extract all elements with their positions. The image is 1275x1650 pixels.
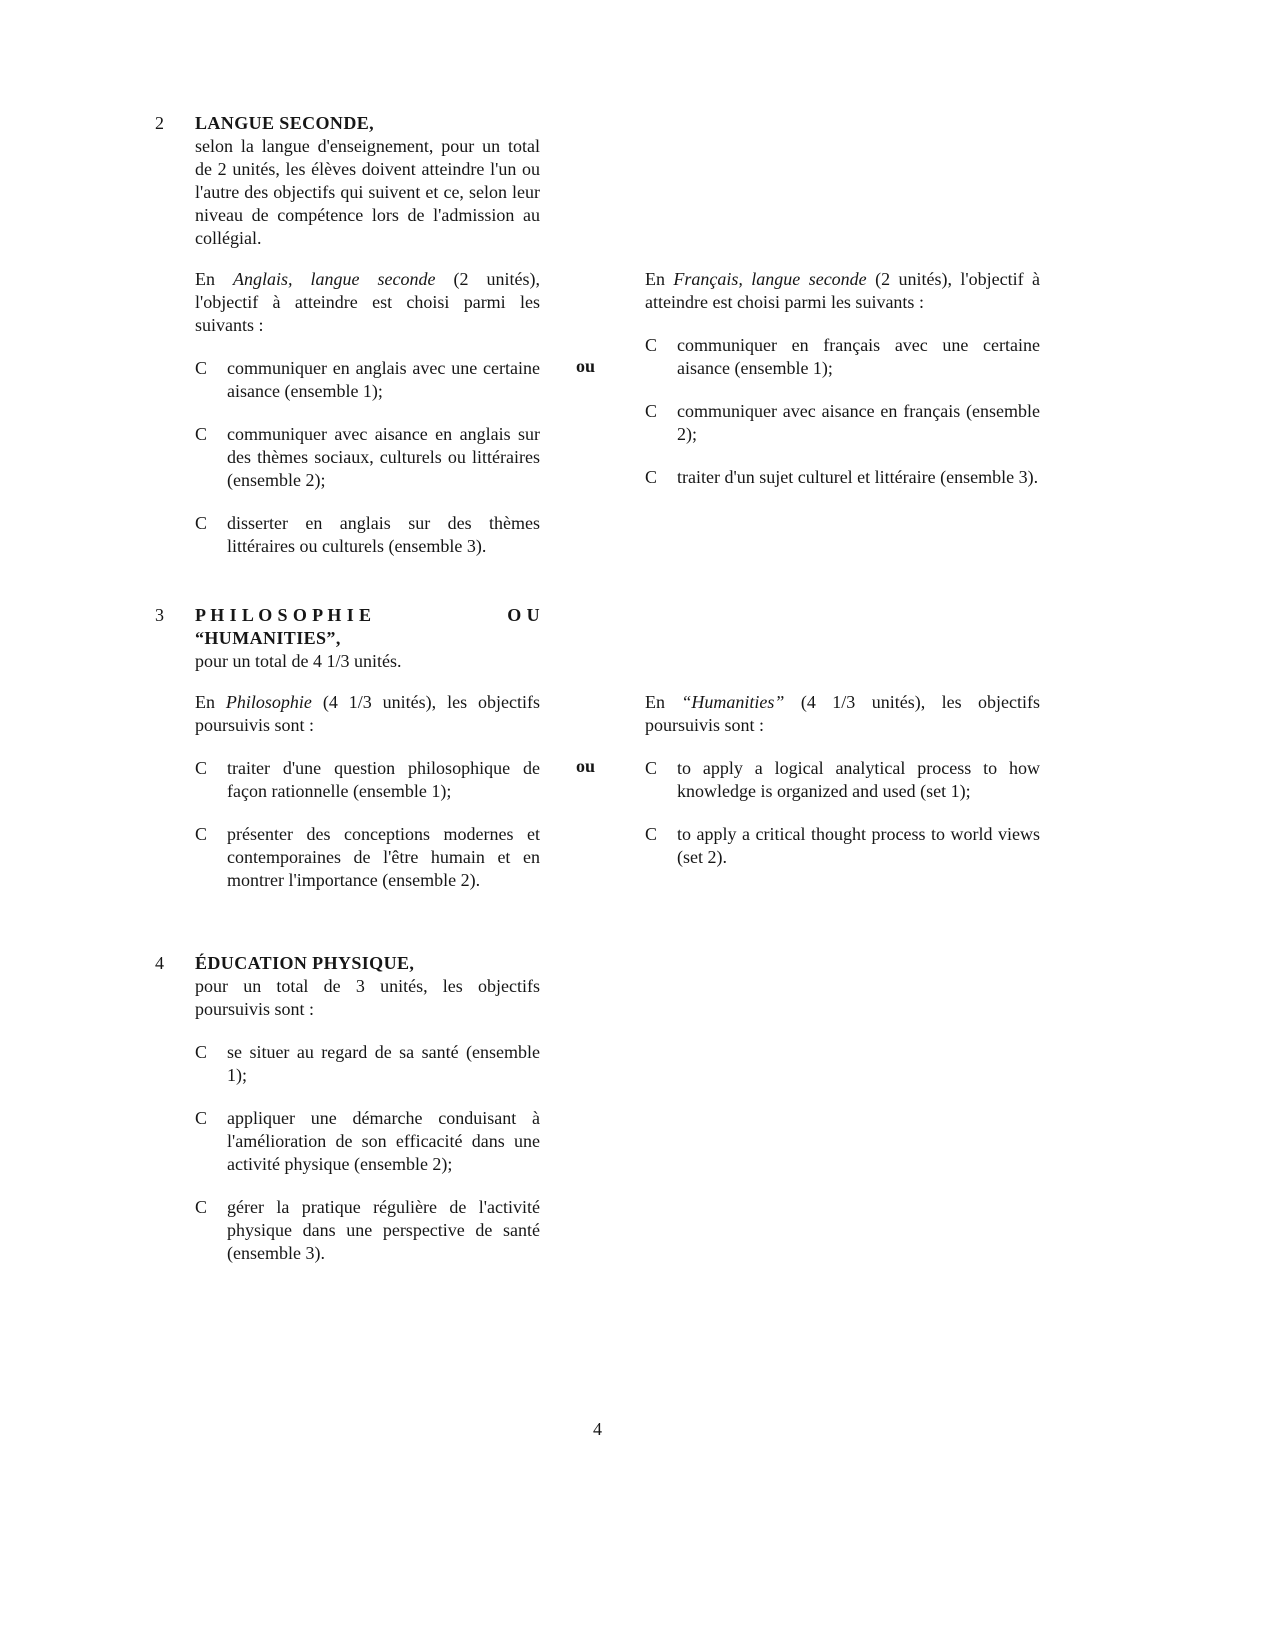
- bullet-marker: C: [645, 467, 658, 487]
- list-item: [195, 512, 540, 558]
- list-item-text: gérer la pratique régulière de l'activité physique dans une perspective de santé (ensemble 3).: [227, 1197, 540, 1263]
- lead-rest: (4 1/3 unités), les objectifs poursuivis sont :: [195, 692, 540, 735]
- section-title-block: [195, 952, 540, 1021]
- list-item-text: communiquer en anglais avec une certaine aisance (ensemble 1);: [227, 358, 540, 401]
- bullet-marker: C: [195, 1042, 208, 1062]
- lead-italic: Français, langue seconde: [673, 269, 867, 289]
- section-title-line2: “HUMANITIES”,: [195, 628, 341, 648]
- section-intro: selon la langue d'enseignement, pour un total de 2 unités, les élèves doivent atteindre l'un ou l'autre des objectifs qui suivent et ce, selon leur niveau de compétence lors de l'admission au collégial.: [195, 136, 540, 248]
- list-item: [645, 823, 1040, 869]
- lead-prefix: En: [195, 269, 234, 289]
- list-item: [195, 1041, 540, 1087]
- title-word-philosophie: P H I L O S O P H I E: [195, 605, 372, 625]
- section-heading: [155, 604, 1040, 673]
- section-heading: [155, 112, 1040, 250]
- section-title: ÉDUCATION PHYSIQUE,: [195, 953, 415, 973]
- lead-italic: “Humanities”: [681, 692, 785, 712]
- bullet-marker: C: [195, 824, 208, 844]
- section-intro: pour un total de 3 unités, les objectifs poursuivis sont :: [195, 976, 540, 1019]
- title-word-ou: O U: [507, 605, 540, 625]
- list-item-text: to apply a logical analytical process to how knowledge is organized and used (set 1);: [677, 758, 1040, 801]
- bullet-marker: C: [195, 358, 208, 378]
- lead-prefix: En: [195, 692, 226, 712]
- section-number: 3: [155, 605, 164, 625]
- bullet-marker: C: [195, 758, 208, 778]
- lead-rest: (2 unités), l'objectif à atteindre est choisi parmi les suivants :: [645, 269, 1040, 312]
- humanities-lead: [645, 691, 1040, 737]
- section-body: [195, 691, 1040, 892]
- section-langue-seconde: [155, 112, 1040, 558]
- list-item: [645, 757, 1040, 803]
- lead-rest: (2 unités), l'objectif à atteindre est choisi parmi les suivants :: [195, 269, 541, 335]
- section-number: 2: [155, 113, 164, 133]
- list-item-text: communiquer avec aisance en français (ensemble 2);: [677, 401, 1040, 444]
- section-intro: pour un total de 4 1/3 unités.: [195, 651, 402, 671]
- list-item-text: traiter d'un sujet culturel et littéraire (ensemble 3).: [677, 467, 1039, 487]
- two-column-row: [195, 691, 1040, 892]
- list-item: [195, 357, 540, 403]
- section-heading: [155, 952, 1040, 1021]
- section-philosophie: [155, 604, 1040, 892]
- list-item-text: to apply a critical thought process to world views (set 2).: [677, 824, 1040, 867]
- bullet-marker: C: [645, 758, 658, 778]
- anglais-lead: [195, 268, 540, 337]
- section-title-block: [195, 112, 540, 250]
- column-francais: [645, 268, 1040, 558]
- philosophie-lead: [195, 691, 540, 737]
- bullet-marker: C: [195, 513, 208, 533]
- list-item-text: disserter en anglais sur des thèmes littéraires ou culturels (ensemble 3).: [227, 513, 540, 556]
- section-title: LANGUE SECONDE,: [195, 113, 375, 133]
- lead-prefix: En: [645, 692, 682, 712]
- two-column-row: [195, 268, 1040, 558]
- list-item: [645, 334, 1040, 380]
- section-title-block: [195, 604, 540, 673]
- lead-rest: (4 1/3 unités), les objectifs poursuivis sont :: [645, 692, 1040, 735]
- section-education-physique: [155, 952, 1040, 1265]
- bullet-marker: C: [195, 424, 208, 444]
- connector-ou: ou: [576, 756, 596, 776]
- list-item-text: communiquer en français avec une certaine aisance (ensemble 1);: [677, 335, 1040, 378]
- section-title: [195, 604, 540, 627]
- list-item: [195, 757, 540, 803]
- francais-lead: [645, 268, 1040, 314]
- column-humanities: [645, 691, 1040, 892]
- list-item: [645, 400, 1040, 446]
- bullet-marker: C: [645, 824, 658, 844]
- bullet-marker: C: [645, 401, 658, 421]
- list-item: [195, 1196, 540, 1265]
- page-number: 4: [593, 1419, 602, 1439]
- column-anglais: [195, 268, 540, 558]
- connector-ou: ou: [576, 356, 596, 376]
- list-item: [195, 823, 540, 892]
- column-philosophie: [195, 691, 540, 892]
- list-item-text: appliquer une démarche conduisant à l'amélioration de son efficacité dans une activité physique (ensemble 2);: [227, 1108, 540, 1174]
- lead-italic: Anglais, langue seconde: [233, 269, 436, 289]
- section-body: [195, 1041, 540, 1265]
- list-item: [195, 423, 540, 492]
- list-item: [645, 466, 1040, 489]
- lead-prefix: En: [645, 269, 674, 289]
- bullet-marker: C: [195, 1197, 208, 1217]
- lead-italic: Philosophie: [225, 692, 312, 712]
- list-item-text: présenter des conceptions modernes et contemporaines de l'être humain et en montrer l'importance (ensemble 2).: [227, 824, 540, 890]
- list-item-text: traiter d'une question philosophique de façon rationnelle (ensemble 1);: [227, 758, 540, 801]
- list-item-text: communiquer avec aisance en anglais sur des thèmes sociaux, culturels ou littéraires (ensemble 2);: [227, 424, 540, 490]
- section-body: [195, 268, 1040, 558]
- list-item-text: se situer au regard de sa santé (ensemble 1);: [227, 1042, 540, 1085]
- list-item: [195, 1107, 540, 1176]
- bullet-marker: C: [645, 335, 658, 355]
- bullet-marker: C: [195, 1108, 208, 1128]
- section-number: 4: [155, 953, 164, 973]
